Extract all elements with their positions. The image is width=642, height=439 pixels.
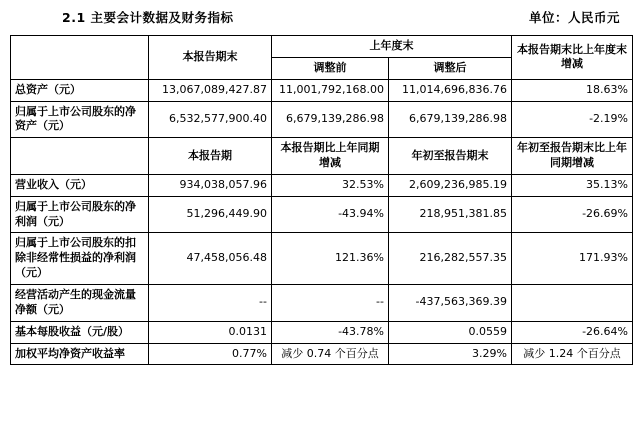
header-yoy-change-ytd: 年初至报告期末比上年同期增减	[512, 138, 633, 175]
row-value: 51,296,449.90	[149, 196, 272, 233]
row-value: -43.94%	[272, 196, 389, 233]
row-value: 0.0559	[389, 321, 512, 343]
row-value: -2.19%	[512, 101, 633, 138]
row-value: 171.93%	[512, 233, 633, 285]
row-value: 2,609,236,985.19	[389, 174, 512, 196]
table-row	[11, 233, 633, 285]
row-label: 总资产（元）	[11, 79, 149, 101]
row-value: 0.0131	[149, 321, 272, 343]
row-label: 归属于上市公司股东的扣除非经常性损益的净利润（元）	[11, 233, 149, 285]
row-value: 218,951,381.85	[389, 196, 512, 233]
header-ytd-to-report-end: 年初至报告期末	[389, 138, 512, 175]
row-value: 13,067,089,427.87	[149, 79, 272, 101]
table-row	[11, 79, 633, 101]
row-value	[512, 284, 633, 321]
row-value: -26.69%	[512, 196, 633, 233]
table-row	[11, 343, 633, 365]
row-value: 11,014,696,836.76	[389, 79, 512, 101]
table-row	[11, 196, 633, 233]
row-value: 47,458,056.48	[149, 233, 272, 285]
header-before-adjust: 调整前	[272, 57, 389, 79]
row-value: -43.78%	[272, 321, 389, 343]
table-row	[11, 174, 633, 196]
row-value: 6,679,139,286.98	[389, 101, 512, 138]
row-value: -437,563,369.39	[389, 284, 512, 321]
row-value: 216,282,557.35	[389, 233, 512, 285]
table-row	[11, 101, 633, 138]
row-value: --	[272, 284, 389, 321]
row-label: 营业收入（元）	[11, 174, 149, 196]
row-value: 减少 1.24 个百分点	[512, 343, 633, 365]
document-header	[10, 0, 632, 35]
row-value: 减少 0.74 个百分点	[272, 343, 389, 365]
table-header-row-3	[11, 138, 633, 175]
row-label: 归属于上市公司股东的净资产（元）	[11, 101, 149, 138]
header-corner-cell	[11, 36, 149, 80]
row-label: 加权平均净资产收益率	[11, 343, 149, 365]
row-value: 11,001,792,168.00	[272, 79, 389, 101]
financial-summary-table	[10, 35, 633, 365]
page-title: 2.1 主要会计数据及财务指标	[62, 10, 234, 25]
row-value: 0.77%	[149, 343, 272, 365]
row-label: 归属于上市公司股东的净利润（元）	[11, 196, 149, 233]
row-label: 基本每股收益（元/股）	[11, 321, 149, 343]
row-value: --	[149, 284, 272, 321]
row-label: 经营活动产生的现金流量净额（元）	[11, 284, 149, 321]
table-row	[11, 321, 633, 343]
row-value: 934,038,057.96	[149, 174, 272, 196]
row-value: 18.63%	[512, 79, 633, 101]
row-value: 3.29%	[389, 343, 512, 365]
header-corner-cell-2	[11, 138, 149, 175]
table-row	[11, 284, 633, 321]
header-after-adjust: 调整后	[389, 57, 512, 79]
header-report-period: 本报告期	[149, 138, 272, 175]
header-last-year-end: 上年度末	[272, 36, 512, 58]
header-change-vs-last-year-end: 本报告期末比上年度末增减	[512, 36, 633, 80]
row-value: 32.53%	[272, 174, 389, 196]
row-value: 35.13%	[512, 174, 633, 196]
header-report-period-end: 本报告期末	[149, 36, 272, 80]
currency-unit-label: 单位：人民币元	[528, 10, 620, 25]
row-value: 6,679,139,286.98	[272, 101, 389, 138]
table-header-row-1	[11, 36, 633, 58]
row-value: 6,532,577,900.40	[149, 101, 272, 138]
header-yoy-change-period: 本报告期比上年同期增减	[272, 138, 389, 175]
row-value: -26.64%	[512, 321, 633, 343]
row-value: 121.36%	[272, 233, 389, 285]
